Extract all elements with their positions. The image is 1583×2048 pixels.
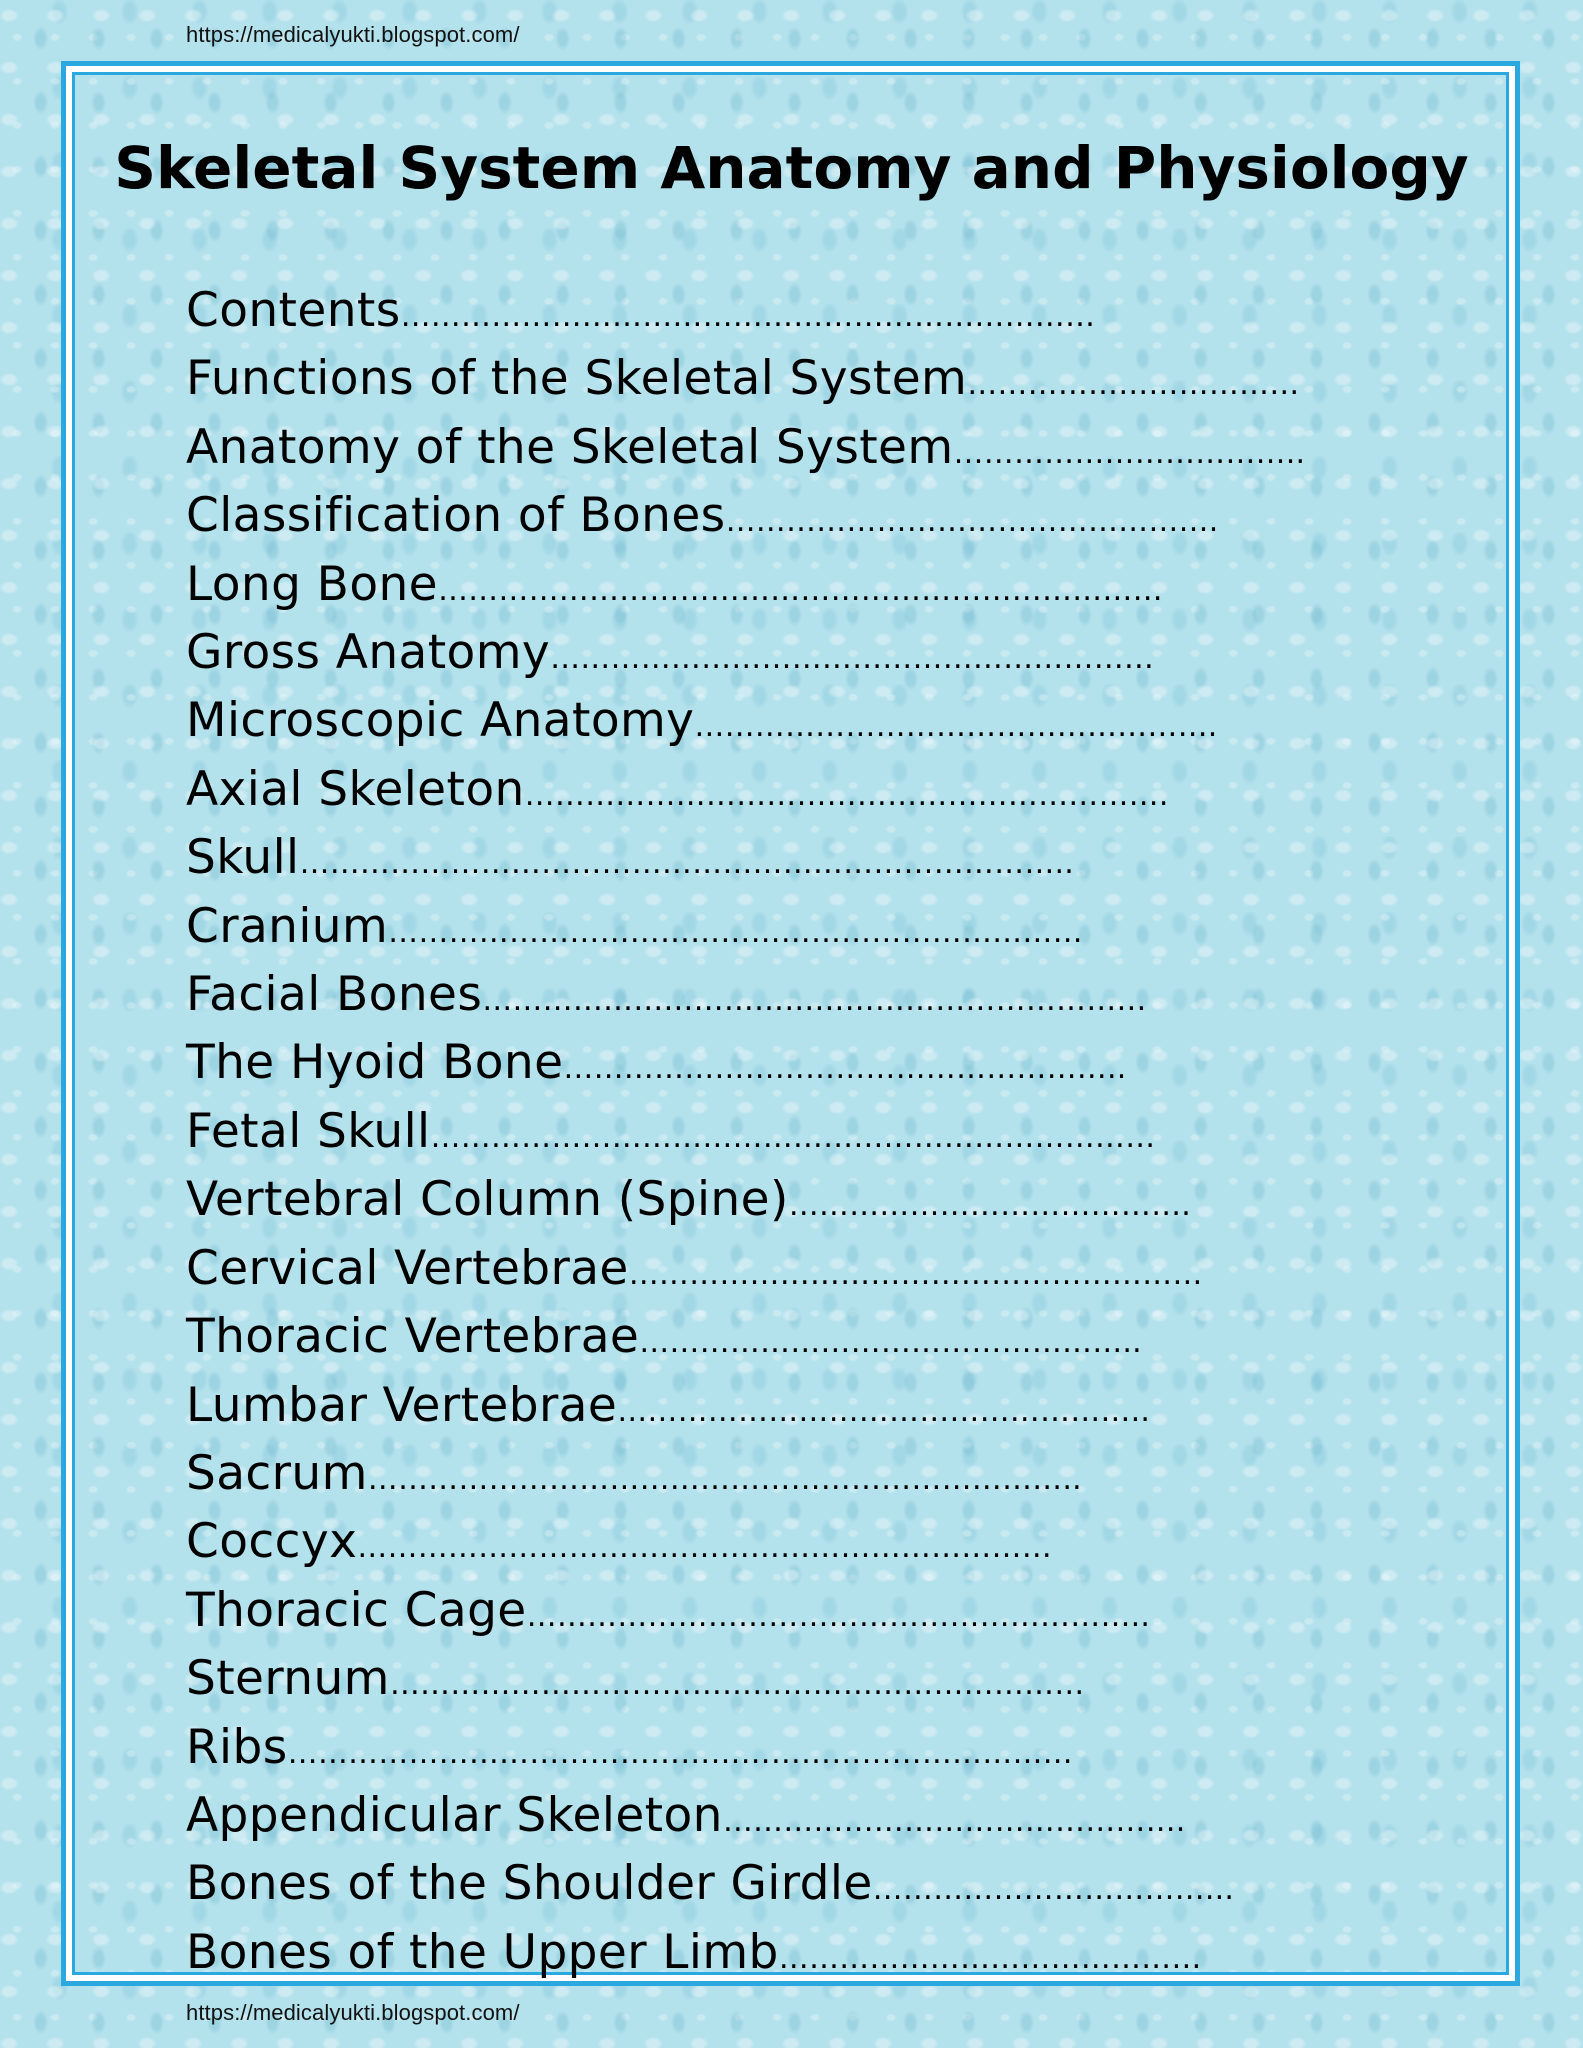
toc-item-long-bone[interactable] — [186, 554, 1305, 622]
toc-dot-leader: …………………………………………. — [725, 504, 1219, 540]
toc-label: Sacrum — [186, 1445, 368, 1501]
toc-dot-leader: ………………………………………………………………….. — [299, 846, 1074, 882]
toc-item-upper-limb[interactable] — [186, 1922, 1305, 1990]
toc-dot-leader: ……………………………………………….. — [563, 1051, 1127, 1087]
toc-item-facial-bones[interactable] — [186, 964, 1305, 1032]
toc-label: Facial Bones — [186, 967, 483, 1023]
toc-label: Skull — [186, 830, 300, 886]
toc-label: Long Bone — [186, 556, 438, 612]
toc-dot-leader: …………………………………………………………… — [357, 1530, 1052, 1566]
toc-label: Cranium — [186, 898, 389, 954]
toc-dot-leader: …………………………………………………………… — [388, 914, 1083, 950]
toc-label: Ribs — [186, 1719, 288, 1775]
toc-dot-leader: …………………………… — [967, 367, 1300, 403]
toc-item-sacrum[interactable] — [186, 1443, 1305, 1511]
toc-label: Thoracic Cage — [186, 1582, 527, 1638]
toc-item-cranium[interactable] — [186, 896, 1305, 964]
toc-label: Cervical Vertebrae — [186, 1240, 629, 1296]
toc-item-appendicular-skeleton[interactable] — [186, 1785, 1305, 1853]
toc-dot-leader: …………………………………………………………….. — [367, 1461, 1082, 1497]
toc-label: Fetal Skull — [186, 1103, 431, 1159]
toc-item-classification[interactable] — [186, 485, 1305, 553]
header-url[interactable]: https://medicalyukti.blogspot.com/ — [186, 22, 520, 47]
toc-label: Appendicular Skeleton — [186, 1787, 723, 1843]
toc-item-lumbar-vertebrae[interactable] — [186, 1375, 1305, 1443]
toc-dot-leader: …………………………………………….. — [617, 1393, 1151, 1429]
toc-dot-leader: ………………………………………………………… — [482, 983, 1147, 1019]
toc-item-thoracic-vertebrae[interactable] — [186, 1306, 1305, 1374]
toc-item-skull[interactable] — [186, 827, 1305, 895]
toc-label: Lumbar Vertebrae — [186, 1377, 618, 1433]
toc-dot-leader: …………………………………………………… — [550, 641, 1155, 677]
toc-label: Axial Skeleton — [186, 761, 525, 817]
toc-dot-leader: …………………………………………………………… — [400, 299, 1096, 334]
footer-url[interactable]: https://medicalyukti.blogspot.com/ — [186, 2000, 520, 2025]
toc-dot-leader: …………………………………………………….. — [526, 1598, 1151, 1634]
toc-label: Contents — [186, 283, 401, 338]
toc-label: Sternum — [186, 1651, 390, 1707]
toc-dot-leader: ………………………………………………………. — [524, 777, 1169, 813]
toc-label: Vertebral Column (Spine) — [186, 1172, 789, 1228]
toc-label: Coccyx — [186, 1514, 358, 1570]
toc-item-axial-skeleton[interactable] — [186, 759, 1305, 827]
toc-item-thoracic-cage[interactable] — [186, 1580, 1305, 1648]
toc-item-vertebral-column[interactable] — [186, 1169, 1305, 1237]
toc-item-hyoid-bone[interactable] — [186, 1032, 1305, 1100]
toc-dot-leader: ……………………………………………. — [694, 709, 1218, 745]
table-of-contents — [186, 280, 1305, 1990]
toc-dot-leader: …………………………………… — [778, 1940, 1202, 1976]
toc-label: The Hyoid Bone — [186, 1035, 564, 1091]
toc-dot-leader: ………………………………………. — [722, 1803, 1186, 1839]
toc-label: Bones of the Shoulder Girdle — [186, 1856, 873, 1912]
toc-dot-leader: ……………………………... — [872, 1872, 1235, 1908]
document-title: Skeletal System Anatomy and Physiology — [114, 134, 1469, 202]
toc-dot-leader: …………………………………………………………………… — [287, 1735, 1073, 1771]
toc-dot-leader: …………………………………. — [788, 1188, 1192, 1224]
toc-item-sternum[interactable] — [186, 1648, 1305, 1716]
toc-label: Classification of Bones — [186, 488, 726, 544]
toc-item-ribs[interactable] — [186, 1717, 1305, 1785]
toc-dot-leader: ………………………………………………… — [628, 1256, 1203, 1292]
toc-item-contents[interactable] — [186, 280, 1305, 348]
toc-dot-leader: …………………………………………………………… — [389, 1667, 1085, 1703]
toc-label: Anatomy of the Skeletal System — [186, 419, 954, 475]
toc-item-gross-anatomy[interactable] — [186, 622, 1305, 690]
toc-dot-leader: ………………………………………….. — [639, 1325, 1142, 1361]
toc-item-anatomy[interactable] — [186, 417, 1305, 485]
toc-label: Bones of the Upper Limb — [186, 1924, 779, 1980]
toc-dot-leader: ……………………………………………………………… — [430, 1119, 1156, 1155]
toc-dot-leader: …………………………….. — [953, 435, 1306, 471]
toc-item-fetal-skull[interactable] — [186, 1101, 1305, 1169]
toc-dot-leader: ……………………………………………………………… — [437, 572, 1163, 608]
toc-label: Gross Anatomy — [186, 625, 551, 681]
toc-label: Functions of the Skeletal System — [186, 351, 968, 407]
toc-item-coccyx[interactable] — [186, 1511, 1305, 1579]
toc-item-functions[interactable] — [186, 348, 1305, 416]
toc-item-shoulder-girdle[interactable] — [186, 1853, 1305, 1921]
toc-item-cervical-vertebrae[interactable] — [186, 1238, 1305, 1306]
toc-label: Microscopic Anatomy — [186, 693, 695, 749]
toc-item-microscopic-anatomy[interactable] — [186, 690, 1305, 758]
toc-label: Thoracic Vertebrae — [186, 1309, 640, 1365]
